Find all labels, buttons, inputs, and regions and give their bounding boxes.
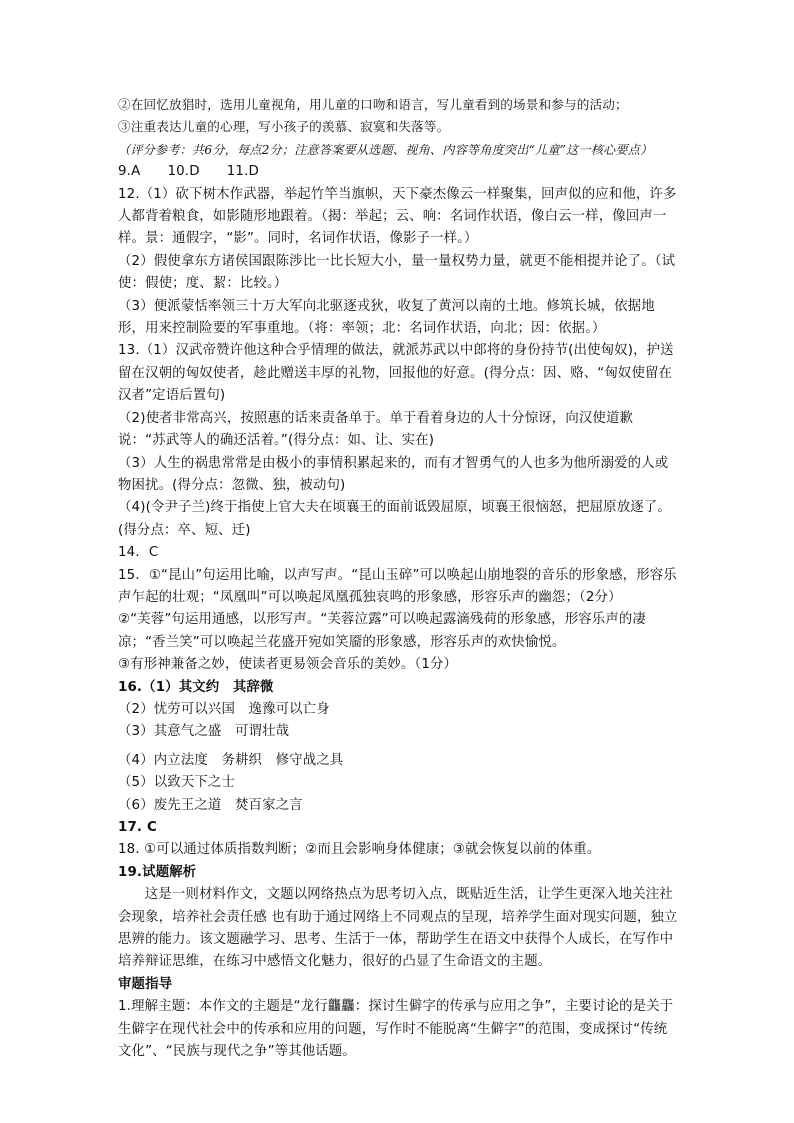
answer-15-3: ③有形神兼备之妙，使读者更易领会音乐的美妙。（1分） [118, 657, 458, 673]
answer-15-2: ②“芙蓉”句运用通感，以形写声。“芙蓉泣露”可以唤起露滴残荷的形象感，形容乐声的凄凉；“香兰笑”可以唤起兰花盛开宛如笑靥的形象感，形容乐声的欢快愉悦。 [118, 612, 646, 650]
answer-13-3: （3）人生的祸患常常是由极小的事情积累起来的，而有才智勇气的人也多为他所溺爱的人或物困扰。(得分点：忽微、独，被动句) [118, 455, 669, 493]
answer-12-3: （3）便派蒙恬率领三十万大军向北驱逐戎狄，收复了黄河以南的土地。修筑长城，依据地形，用来控制险要的军事重地。（将：率领；北：名词作状语，向北；因：依据。） [118, 298, 655, 337]
answer-17: 17. C [118, 820, 157, 835]
scoring-note: （评分参考：共6分，每点2分；注意答案要从选题、视角、内容等角度突出“儿童”这一核心要点） [118, 142, 653, 157]
answer-13-2: （2)使者非常高兴，按照惠的话来责备单于。单于看着身边的人十分惊讶，向汉使道歉说：“苏武等人的确还活着。”(得分点：如、让、实在) [118, 410, 634, 449]
answer-9-11: 9.A 10.D 11.D [118, 164, 259, 180]
answer-12-1: 12.（1）砍下树木作武器，举起竹竿当旗帜，天下豪杰像云一样聚集，回声似的应和他，许多人都背着粮食，如影随形地跟着。（揭：举起；云、响：名词作状语，像白云一样，像回声一样。景：通假字，“影”。同时，名词作状语，像影子一样。） [118, 186, 677, 247]
answer-14: 14．C [118, 545, 159, 561]
answer-13-1: 13.（1）汉武帝赞许他这种合乎情理的做法，就派苏武以中郎将的身份持节(出使匈奴)，护送留在汉朝的匈奴使者，趁此赠送丰厚的礼物，回报他的好意。(得分点：因、赂、“匈奴使留在汉者”定语后置句) [118, 343, 674, 404]
answer-16-3: （3）其意气之盛 可谓壮哉 [118, 724, 290, 740]
answer-13-4: （4)(令尹子兰)终于指使上官大夫在顷襄王的面前诋毁屈原，顷襄王很恼怒，把屈原放逐了。(得分点：卒、短、迁) [118, 500, 671, 538]
answer-16-5: （5）以致天下之士 [118, 775, 235, 791]
answer-12-2: （2）假使拿东方诸侯国跟陈涉比一比长短大小，量一量权势力量，就更不能相提并论了。（试使：假使；度、絜：比较。） [118, 253, 676, 292]
answer-16-6: （6）废先王之道 焚百家之言 [118, 797, 303, 813]
answer-document [118, 94, 678, 1063]
text-line: ③注重表达儿童的心理，写小孩子的羡慕、寂寞和失落等。 [118, 119, 450, 135]
answer-16-2: （2）忧劳可以兴国 逸豫可以亡身 [118, 701, 330, 717]
answer-16-4: （4）内立法度 务耕织 修守战之具 [118, 752, 344, 768]
analysis-paragraph: 这是一则材料作文，文题以网络热点为思考切入点，既贴近生活，让学生更深入地关注社会现象，培养社会责任感 也有助于通过网络上不同观点的呈现，培养学生面对现实问题，独立思辨的能力。该文题融学习、思考、生活于一体，帮助学生在语文中获得个人成长，在写作中培养辩证思维，在练习中感悟文化魅力，很好的凸显了生命语文的主题。 [118, 887, 678, 970]
text-line: ②在回忆放猖时，选用儿童视角，用儿童的口吻和语言，写儿童看到的场景和参与的活动； [118, 97, 628, 112]
answer-16-1: 16.（1）其文约 其辞微 [118, 679, 274, 695]
answer-18: 18. ①可以通过体质指数判断；②而且会影响身体健康；③就会恢复以前的体重。 [118, 842, 601, 858]
section-heading-19: 19.试题解析 [118, 864, 197, 880]
answer-15-1: 15．①“昆山”句运用比喻，以声写声。“昆山玉碎”可以唤起山崩地裂的音乐的形象感，形容乐声乍起的壮观；“凤凰叫”可以唤起凤凰孤独哀鸣的形象感，形容乐声的幽怨；（2分） [118, 567, 677, 605]
guide-paragraph: 1.理解主题：本作文的主题是“龙行龘龘：探讨生僻字的传承与应用之争”，主要讨论的是关于生僻字在现代社会中的传承和应用的问题，写作时不能脱离“生僻字”的范围，变成探讨“传统文化”、“民族与现代之争”等其他话题。 [118, 999, 674, 1060]
section-heading-guide: 审题指导 [118, 976, 173, 992]
